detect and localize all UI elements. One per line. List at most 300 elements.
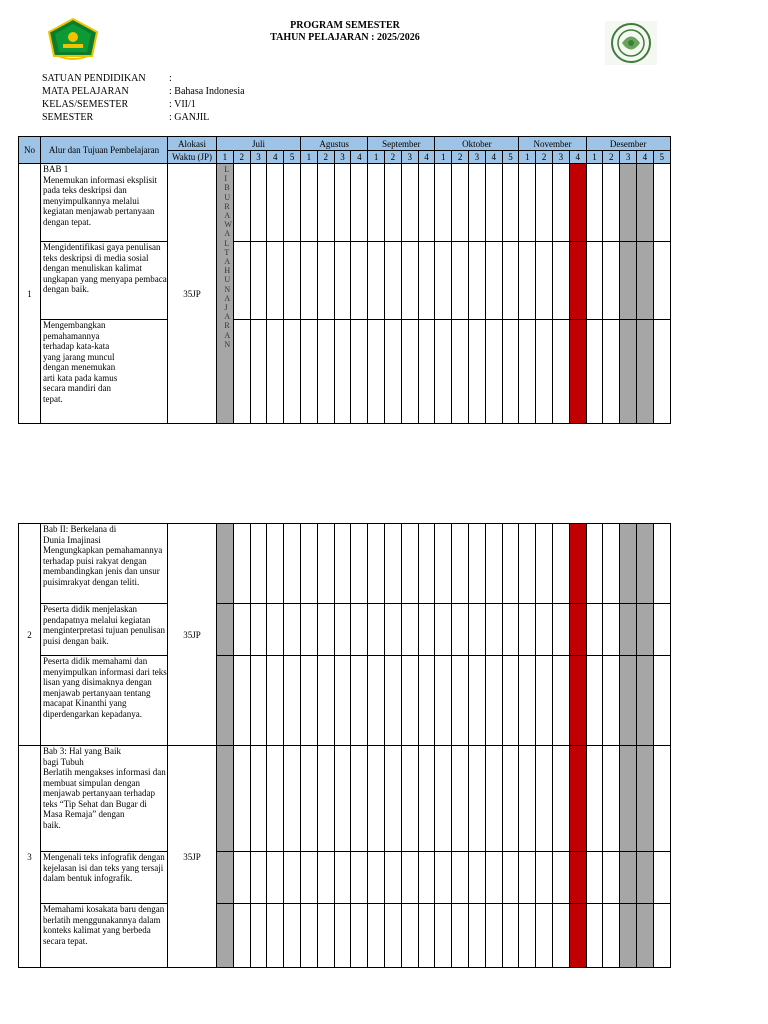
week-cell [603, 524, 620, 604]
week-cell [468, 904, 485, 968]
week-cell [435, 164, 452, 242]
week-cell [351, 904, 368, 968]
learning-objective: Memahami kosakata baru dengan berlatih menggunakannya dalam konteks kalimat yang berbeda secara tepat. [41, 904, 168, 968]
week-cell [485, 242, 502, 320]
week-cell [401, 904, 418, 968]
week-cell [452, 604, 469, 656]
week-cell [636, 524, 653, 604]
week-cell [267, 242, 284, 320]
week-cell [586, 852, 603, 904]
week-cell [536, 320, 553, 424]
week-cell [485, 604, 502, 656]
week-number: 4 [485, 151, 502, 164]
week-cell [519, 746, 536, 852]
week-cell [267, 604, 284, 656]
week-cell [384, 524, 401, 604]
week-cell [317, 904, 334, 968]
time-allocation: 35JP [168, 164, 217, 424]
week-number: 2 [385, 151, 402, 164]
week-cell [351, 852, 368, 904]
week-cell [653, 604, 670, 656]
week-cell [452, 524, 469, 604]
document-title [0, 20, 690, 44]
week-cell [603, 852, 620, 904]
week-number: 1 [586, 151, 603, 164]
week-cell [284, 164, 301, 242]
week-cell [452, 656, 469, 746]
table-row [19, 656, 671, 746]
week-cell [267, 320, 284, 424]
week-cell [217, 524, 234, 604]
week-cell [401, 164, 418, 242]
week-cell [351, 656, 368, 746]
week-cell [536, 524, 553, 604]
week-cell [603, 746, 620, 852]
week-cell [536, 746, 553, 852]
meta-label: KELAS/SEMESTER [42, 99, 129, 110]
week-cell [368, 852, 385, 904]
week-number: 4 [267, 151, 284, 164]
week-cell [267, 746, 284, 852]
week-cell [637, 242, 654, 320]
week-cell [401, 656, 418, 746]
week-number: 4 [418, 151, 435, 164]
week-cell [401, 604, 418, 656]
week-cell [485, 524, 502, 604]
week-cell [301, 242, 318, 320]
week-cell [384, 746, 401, 852]
week-cell [300, 746, 317, 852]
week-cell [620, 524, 637, 604]
week-cell [284, 320, 301, 424]
week-cell [435, 656, 452, 746]
week-cell [300, 852, 317, 904]
week-cell [603, 904, 620, 968]
week-cell [317, 604, 334, 656]
time-allocation: 35JP [168, 746, 217, 968]
month-header: Oktober [435, 137, 519, 151]
week-cell [452, 746, 469, 852]
week-cell [233, 746, 250, 852]
week-cell [620, 852, 637, 904]
meta-value: : GANJIL [169, 112, 210, 123]
week-cell [603, 656, 620, 746]
week-cell [452, 320, 469, 424]
week-cell [284, 604, 301, 656]
week-cell [301, 320, 318, 424]
learning-objective: Mengembangkan pemahamannya terhadap kata-kata yang jarang muncul dengan menemukan arti kata pada kamus secara mandiri dan tepat. [41, 320, 168, 424]
week-cell [384, 656, 401, 746]
week-cell [217, 746, 234, 852]
week-cell [401, 242, 418, 320]
week-number: 5 [502, 151, 519, 164]
week-cell [653, 852, 670, 904]
week-cell [435, 746, 452, 852]
row-number: 2 [19, 524, 41, 746]
week-cell [620, 656, 637, 746]
week-cell [250, 746, 267, 852]
week-number: 2 [536, 151, 553, 164]
learning-objective: Mengidentifikasi gaya penulisan teks deskripsi di media sosial dengan menuliskan kalimat ungkapan yang menyapa pembaca dengan baik. [41, 242, 168, 320]
week-cell [485, 320, 502, 424]
week-cell [502, 320, 519, 424]
week-cell [217, 604, 234, 656]
week-cell [637, 320, 654, 424]
week-cell [536, 242, 553, 320]
week-cell [502, 852, 519, 904]
week-cell [368, 320, 385, 424]
week-number: 1 [301, 151, 318, 164]
week-cell [519, 852, 536, 904]
week-cell [250, 242, 267, 320]
week-number: 1 [217, 151, 234, 164]
week-cell [300, 904, 317, 968]
week-cell [401, 852, 418, 904]
week-cell [267, 852, 284, 904]
week-cell [284, 242, 301, 320]
week-cell [653, 164, 670, 242]
meta-label: SEMESTER [42, 112, 94, 123]
week-cell [485, 164, 502, 242]
week-cell [552, 604, 569, 656]
week-cell [233, 904, 250, 968]
table-row [19, 904, 671, 968]
week-cell [384, 852, 401, 904]
week-cell [418, 320, 435, 424]
week-cell [217, 852, 234, 904]
week-cell [233, 604, 250, 656]
week-cell [334, 904, 351, 968]
week-cell [653, 746, 670, 852]
week-number: 3 [553, 151, 570, 164]
week-cell [368, 164, 385, 242]
week-number: 2 [603, 151, 620, 164]
week-cell [418, 746, 435, 852]
week-cell [519, 904, 536, 968]
week-cell [401, 320, 418, 424]
week-cell [519, 604, 536, 656]
week-cell [603, 164, 620, 242]
week-cell [502, 656, 519, 746]
holiday-column [217, 164, 234, 424]
col-tp-header: Alur dan Tujuan Pembelajaran [41, 137, 168, 164]
week-cell [552, 746, 569, 852]
week-cell [233, 320, 250, 424]
week-cell [250, 656, 267, 746]
week-cell [384, 604, 401, 656]
week-number: 3 [334, 151, 351, 164]
week-cell [368, 604, 385, 656]
week-cell [300, 604, 317, 656]
week-cell [502, 904, 519, 968]
week-cell [502, 746, 519, 852]
week-cell [519, 242, 536, 320]
week-number: 1 [435, 151, 452, 164]
week-cell [586, 320, 603, 424]
week-cell [452, 852, 469, 904]
week-cell [334, 852, 351, 904]
week-cell [334, 320, 351, 424]
week-number: 4 [637, 151, 654, 164]
week-cell [519, 656, 536, 746]
week-cell [284, 852, 301, 904]
table-row [19, 746, 671, 852]
week-cell [368, 242, 385, 320]
week-cell [552, 852, 569, 904]
week-cell [620, 242, 637, 320]
week-cell [603, 320, 620, 424]
week-cell [435, 524, 452, 604]
week-cell [553, 320, 570, 424]
week-number: 3 [250, 151, 267, 164]
meta-value: : [169, 73, 172, 84]
month-header: Desember [586, 137, 670, 151]
week-cell [284, 746, 301, 852]
week-cell [418, 164, 435, 242]
week-cell [284, 904, 301, 968]
week-cell [586, 524, 603, 604]
week-cell [250, 604, 267, 656]
week-cell [569, 320, 586, 424]
week-cell [569, 604, 586, 656]
week-cell [334, 746, 351, 852]
week-cell [300, 524, 317, 604]
week-cell [233, 242, 250, 320]
week-cell [418, 656, 435, 746]
week-cell [485, 904, 502, 968]
learning-objective: BAB 1 Menemukan informasi eksplisit pada teks deskripsi dan menyimpulkannya melalui kegiatan menjawab pertanyaan dengan tepat. [41, 164, 168, 242]
week-cell [301, 164, 318, 242]
week-cell [418, 852, 435, 904]
week-cell [569, 904, 586, 968]
col-alokasi-header: Alokasi [168, 137, 217, 151]
week-cell [586, 656, 603, 746]
week-cell [418, 524, 435, 604]
week-cell [334, 164, 351, 242]
week-cell [636, 656, 653, 746]
week-cell [250, 164, 267, 242]
week-number: 5 [284, 151, 301, 164]
time-allocation: 35JP [168, 524, 217, 746]
week-cell [435, 242, 452, 320]
week-cell [637, 164, 654, 242]
week-cell [267, 904, 284, 968]
week-cell [553, 164, 570, 242]
month-header: September [368, 137, 435, 151]
week-cell [552, 524, 569, 604]
week-cell [250, 320, 267, 424]
table-row [19, 852, 671, 904]
week-cell [620, 604, 637, 656]
week-cell [401, 746, 418, 852]
header-row-months [19, 137, 671, 151]
semester-program-table-continued [18, 523, 671, 968]
week-cell [233, 524, 250, 604]
learning-objective: Mengenali teks infografik dengan kejelasan isi dan teks yang tersaji dalam bentuk infografik. [41, 852, 168, 904]
week-cell [468, 524, 485, 604]
week-number: 2 [233, 151, 250, 164]
week-cell [334, 242, 351, 320]
week-cell [469, 242, 486, 320]
week-cell [586, 746, 603, 852]
week-cell [586, 164, 603, 242]
week-cell [284, 524, 301, 604]
week-cell [334, 524, 351, 604]
week-cell [351, 746, 368, 852]
week-cell [553, 242, 570, 320]
week-cell [233, 852, 250, 904]
week-cell [401, 524, 418, 604]
week-cell [586, 904, 603, 968]
week-number: 1 [519, 151, 536, 164]
week-cell [418, 904, 435, 968]
week-cell [569, 656, 586, 746]
week-cell [536, 904, 553, 968]
week-cell [653, 320, 670, 424]
week-cell [250, 852, 267, 904]
week-cell [435, 904, 452, 968]
learning-objective: Bab II: Berkelana di Dunia Imajinasi Mengungkapkan pemahamannya terhadap puisi rakyat dengan membandingkan jenis dan unsur puisimrakyat dengan teliti. [41, 524, 168, 604]
week-number: 3 [620, 151, 637, 164]
week-cell [368, 746, 385, 852]
week-cell [586, 604, 603, 656]
week-cell [502, 164, 519, 242]
week-number: 1 [368, 151, 385, 164]
meta-label: SATUAN PENDIDIKAN [42, 73, 146, 84]
week-cell [267, 524, 284, 604]
meta-row-kelas [42, 98, 245, 111]
week-cell [620, 164, 637, 242]
row-number: 3 [19, 746, 41, 968]
week-cell [603, 604, 620, 656]
week-cell [586, 242, 603, 320]
week-cell [620, 746, 637, 852]
week-cell [569, 746, 586, 852]
semester-program-table [18, 136, 671, 424]
week-cell [502, 604, 519, 656]
week-cell [267, 164, 284, 242]
week-number: 5 [653, 151, 670, 164]
week-cell [653, 656, 670, 746]
week-cell [636, 604, 653, 656]
week-cell [368, 904, 385, 968]
week-cell [452, 904, 469, 968]
week-cell [620, 320, 637, 424]
week-cell [250, 904, 267, 968]
week-cell [653, 524, 670, 604]
week-cell [485, 852, 502, 904]
week-cell [469, 320, 486, 424]
week-cell [418, 242, 435, 320]
week-cell [317, 164, 334, 242]
month-header: November [519, 137, 586, 151]
month-header: Juli [217, 137, 301, 151]
week-cell [217, 904, 234, 968]
week-number: 3 [401, 151, 418, 164]
week-cell [468, 746, 485, 852]
week-cell [452, 164, 469, 242]
month-header: Agustus [301, 137, 368, 151]
week-cell [351, 320, 368, 424]
week-cell [519, 320, 536, 424]
title-line-1: PROGRAM SEMESTER [290, 20, 400, 31]
week-cell [469, 164, 486, 242]
week-cell [384, 904, 401, 968]
week-cell [485, 746, 502, 852]
week-cell [636, 904, 653, 968]
table-row [19, 242, 671, 320]
week-cell [317, 746, 334, 852]
week-cell [267, 656, 284, 746]
week-cell [317, 242, 334, 320]
week-cell [452, 242, 469, 320]
week-cell [233, 656, 250, 746]
week-cell [368, 524, 385, 604]
identity-block [42, 72, 245, 124]
week-number: 2 [317, 151, 334, 164]
week-number: 2 [452, 151, 469, 164]
week-cell [552, 904, 569, 968]
week-cell [519, 164, 536, 242]
learning-objective: Bab 3: Hal yang Baik bagi Tubuh Berlatih mengakses informasi dan membuat simpulan dengan menjawab pertanyaan terhadap teks “Tip Sehat dan Bugar di Masa Remaja” dengan baik. [41, 746, 168, 852]
week-cell [385, 164, 402, 242]
meta-value: : Bahasa Indonesia [169, 86, 245, 97]
week-cell [519, 524, 536, 604]
meta-label: MATA PELAJARAN [42, 86, 129, 97]
week-cell [317, 656, 334, 746]
week-cell [435, 604, 452, 656]
week-cell [536, 852, 553, 904]
row-number: 1 [19, 164, 41, 424]
col-alokasi-header-2: Waktu (JP) [168, 151, 217, 164]
week-cell [368, 656, 385, 746]
title-line-2: TAHUN PELAJARAN : 2025/2026 [270, 32, 420, 43]
week-cell [502, 242, 519, 320]
week-cell [385, 242, 402, 320]
week-cell [485, 656, 502, 746]
week-cell [300, 656, 317, 746]
col-no-header: No [19, 137, 41, 164]
week-cell [317, 320, 334, 424]
week-cell [250, 524, 267, 604]
week-cell [569, 242, 586, 320]
learning-objective: Peserta didik menjelaskan pendapatnya melalui kegiatan menginterpretasi tujuan penulisan puisi dengan baik. [41, 604, 168, 656]
meta-row-satuan [42, 72, 245, 85]
week-cell [653, 242, 670, 320]
week-cell [569, 524, 586, 604]
holiday-vertical-label: LIBUR AWAL TAHUN AJARAN [224, 165, 232, 349]
week-cell [233, 164, 250, 242]
week-cell [317, 852, 334, 904]
week-cell [468, 852, 485, 904]
week-cell [636, 852, 653, 904]
meta-row-mapel [42, 85, 245, 98]
table-row [19, 320, 671, 424]
week-cell [334, 604, 351, 656]
learning-objective: Peserta didik memahami dan menyimpulkan informasi dari teks lisan yang disimaknya dengan menjawab pertanyaan tentang macapat Kinanthi yang diperdengarkan kepadanya. [41, 656, 168, 746]
week-number: 4 [569, 151, 586, 164]
week-cell [536, 164, 553, 242]
table-row [19, 604, 671, 656]
meta-row-semester [42, 111, 245, 124]
week-cell [569, 164, 586, 242]
week-cell [569, 852, 586, 904]
week-cell [334, 656, 351, 746]
table-row [19, 524, 671, 604]
week-cell [536, 604, 553, 656]
week-cell [536, 656, 553, 746]
week-cell [653, 904, 670, 968]
